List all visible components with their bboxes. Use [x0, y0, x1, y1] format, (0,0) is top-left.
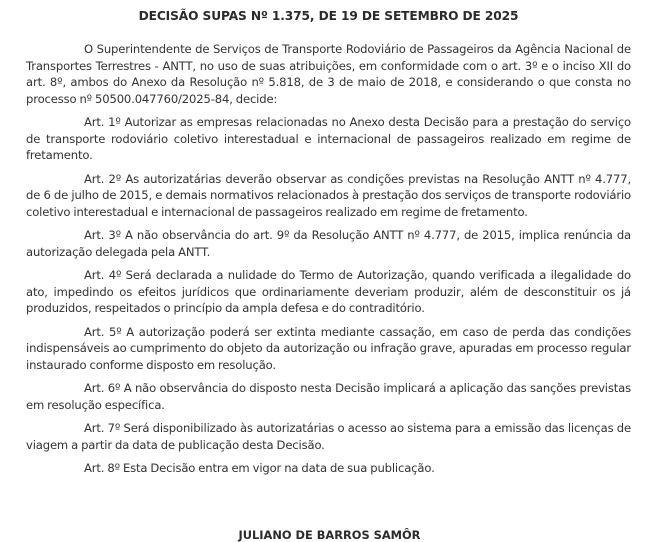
document-title: DECISÃO SUPAS Nº 1.375, DE 19 DE SETEMBRO DE 2025 — [138, 9, 519, 23]
article-7-paragraph: Art. 7º Será disponibilizado às autorizatárias o acesso ao sistema para a emissão das licenças de viagem a partir da data de publicação desta Decisão. — [26, 421, 631, 452]
article-3-paragraph: Art. 3º A não observância do art. 9º da Resolução ANTT nº 4.777, de 2015, implica renúncia da autorização delegada pela ANTT. — [26, 228, 631, 259]
article-6-paragraph: Art. 6º A não observância do disposto nesta Decisão implicará a aplicação das sanções previstas em resolução específica. — [26, 381, 631, 412]
article-5-paragraph: Art. 5º A autorização poderá ser extinta mediante cassação, em caso de perda das condições indispensáveis ao cumprimento do objeto da autorização ou infração grave, apuradas em processo regular instaurado conforme disposto em resolução. — [26, 324, 631, 372]
preamble-paragraph: O Superintendente de Serviços de Transporte Rodoviário de Passageiros da Agência Nacional de Transportes Terrestres - ANTT, no uso de suas atribuições, em conformidade com o art. 3º e o inciso XII do art. 8º, ambos do Anexo da Resolução nº 5.818, de 3 de maio de 2018, e considerando o que consta no processo nº 50500.047760/2025-84, decide: — [26, 42, 631, 106]
article-8-paragraph: Art. 8º Esta Decisão entra em vigor na data de sua publicação. — [84, 461, 435, 475]
article-2-paragraph: Art. 2º As autorizatárias deverão observar as condições previstas na Resolução ANTT nº 4.777, de 6 de julho de 2015, e demais normativos relacionados à prestação dos serviços de transporte rodoviário coletivo interestadual e internacional de passageiros realizado em regime de fretamento. — [26, 171, 631, 219]
article-1-paragraph: Art. 1º Autorizar as empresas relacionadas no Anexo desta Decisão para a prestação do serviço de transporte rodoviário coletivo interestadual e internacional de passageiros realizado em regime de fretamento. — [26, 115, 631, 162]
signature-name: JULIANO DE BARROS SAMÔR — [238, 528, 421, 542]
article-4-paragraph: Art. 4º Será declarada a nulidade do Termo de Autorização, quando verificada a ilegalidade do ato, impedindo os efeitos jurídicos que ordinariamente deveriam produzir, além de desconstituir os já produzidos, respeitados o princípio da ampla defesa e do contraditório. — [26, 268, 631, 315]
